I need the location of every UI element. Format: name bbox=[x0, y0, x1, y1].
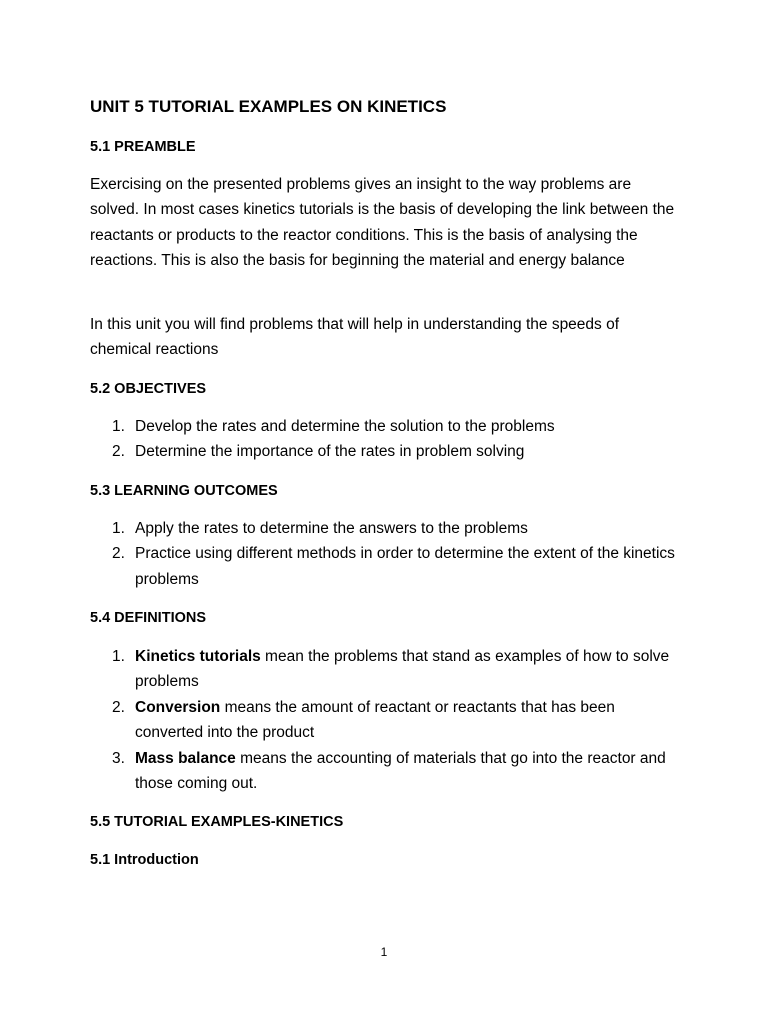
definition-text: means the accounting of materials that go into the reactor and those coming out. bbox=[135, 749, 666, 793]
list-item bbox=[90, 439, 680, 464]
list-item bbox=[90, 695, 680, 746]
list-item-text: Develop the rates and determine the solution to the problems bbox=[135, 418, 555, 435]
list-item bbox=[90, 644, 680, 695]
list-item bbox=[90, 746, 680, 797]
definitions-heading: 5.4 DEFINITIONS bbox=[90, 610, 207, 626]
list-item-text: Apply the rates to determine the answers to the problems bbox=[135, 520, 528, 537]
list-number: 1. bbox=[112, 648, 125, 665]
definition-text: means the amount of reactant or reactants that has been converted into the product bbox=[135, 698, 615, 742]
list-item bbox=[90, 541, 680, 592]
list-item-text: Practice using different methods in order to determine the extent of the kinetics problems bbox=[135, 545, 675, 588]
objectives-heading: 5.2 OBJECTIVES bbox=[90, 381, 207, 397]
learning-outcomes-heading: 5.3 LEARNING OUTCOMES bbox=[90, 483, 278, 499]
objectives-list bbox=[90, 414, 680, 465]
definition-term: Mass balance bbox=[135, 749, 236, 767]
list-number: 1. bbox=[112, 418, 125, 435]
list-item bbox=[90, 516, 680, 541]
preamble-paragraph-2: In this unit you will find problems that will help in understanding the speeds of chemical reactions bbox=[90, 316, 620, 359]
list-item bbox=[90, 414, 680, 439]
definition-text: mean the problems that stand as examples of how to solve problems bbox=[135, 648, 670, 691]
definition-term: Conversion bbox=[135, 698, 221, 716]
page-number: 1 bbox=[380, 945, 388, 959]
introduction-heading: 5.1 Introduction bbox=[90, 852, 199, 868]
list-number: 2. bbox=[112, 545, 125, 563]
preamble-paragraph-1: Exercising on the presented problems gives an insight to the way problems are solved. In most cases kinetics tutorials is the basis of developing the link between the reactants or products to the reactor conditions. This is the basis of analysing the reactions. This is also the basis for beginning the material and energy balance bbox=[90, 176, 675, 270]
list-item-text: Determine the importance of the rates in problem solving bbox=[135, 443, 525, 461]
list-number: 1. bbox=[112, 520, 125, 537]
document-page bbox=[90, 0, 690, 1024]
list-number: 3. bbox=[112, 749, 125, 767]
tutorial-examples-heading: 5.5 TUTORIAL EXAMPLES-KINETICS bbox=[90, 814, 344, 830]
preamble-heading: 5.1 PREAMBLE bbox=[90, 139, 196, 155]
list-number: 2. bbox=[112, 443, 125, 461]
definitions-list bbox=[90, 644, 680, 796]
document-title: UNIT 5 TUTORIAL EXAMPLES ON KINETICS bbox=[90, 97, 447, 116]
definition-term: Kinetics tutorials bbox=[135, 648, 261, 665]
list-number: 2. bbox=[112, 698, 125, 716]
learning-outcomes-list bbox=[90, 516, 680, 592]
